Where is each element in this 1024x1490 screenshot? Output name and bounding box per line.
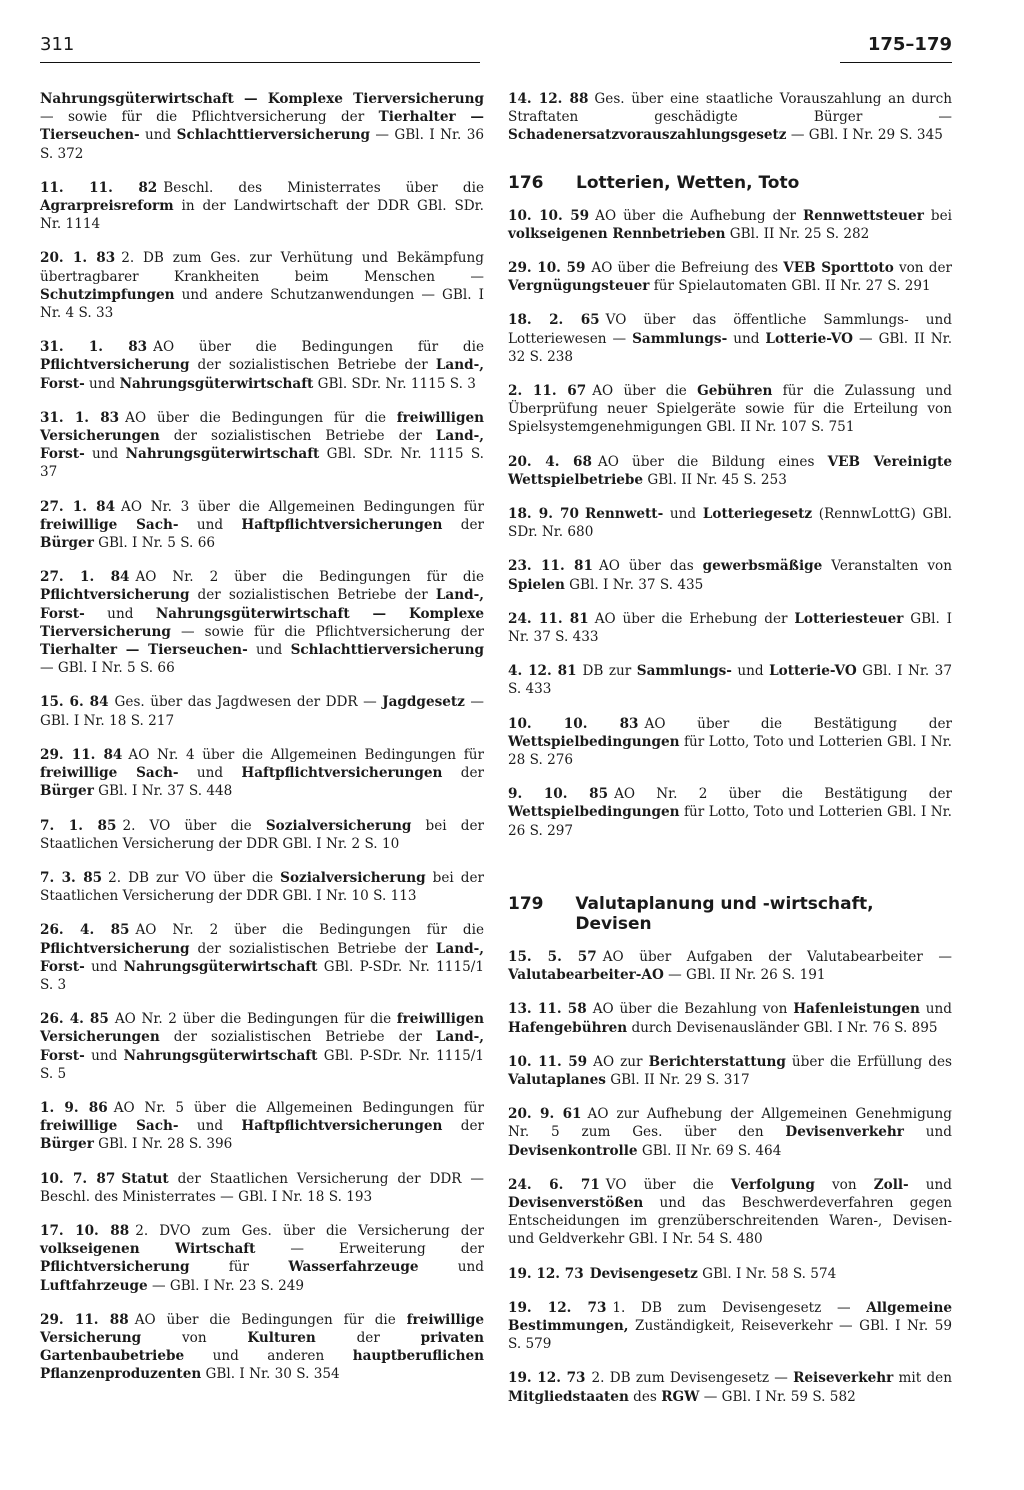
entry-text: 2. DB zur VO über die Sozialversicherung bei der Staatlichen Versicherung der DDR GBl. I Nr. 10 S. 113 (40, 869, 484, 905)
entry (508, 1053, 952, 1089)
entry (508, 1000, 952, 1036)
entry (40, 249, 484, 322)
entry-text: AO über die Bedingungen für die Pflichtversicherung der sozialistischen Betriebe der Land-, Forst- und Nahrungsgüterwirtschaft GBl. SDr. Nr. 1115 S. 3 (40, 339, 484, 392)
left-column (40, 90, 484, 1400)
entry-text: DB zur Sammlungs- und Lotterie-VO GBl. I Nr. 37 S. 433 (508, 663, 952, 698)
entry-date: 10. 11. 59 (508, 1053, 588, 1070)
entry-text: Ges. über das Jagdwesen der DDR — Jagdgesetz — GBl. I Nr. 18 S. 217 (40, 694, 484, 729)
entry-text: 2. VO über die Sozialversicherung bei der Staatlichen Versicherung der DDR GBl. I Nr. 2 S. 10 (40, 817, 485, 852)
section-176-entry-list (508, 207, 952, 840)
entry (40, 693, 484, 729)
entry-date: 19. 12. 73 (508, 1370, 586, 1387)
entry-text: Ges. über eine staatliche Vorauszahlung an durch Straftaten geschädigte Bürger — Schadenersatzvorauszahlungsgesetz — GBl. I Nr. 29 S. 345 (508, 91, 953, 144)
entry-date: 13. 11. 58 (508, 1001, 587, 1018)
section-heading-179 (508, 894, 952, 934)
entry-date: 23. 11. 81 (508, 558, 593, 575)
entry-text: AO Nr. 2 über die Bedingungen für die Pflichtversicherung der sozialistischen Betriebe der Land-, Forst- und Nahrungsgüterwirtschaft — Komplexe Tierversicherung — sowie für die Pflichtversicherung der Tierhalter — Tierseuchen- und Schlachttierversicherung — GBl. I Nr. 5 S. 66 (40, 569, 484, 677)
entry-date: 26. 4. 85 (40, 1011, 109, 1028)
entry-date: 20. 4. 68 (508, 453, 592, 470)
entry-date: 14. 12. 88 (508, 91, 589, 107)
entry-date: 26. 4. 85 (40, 922, 130, 939)
entry-date: 10. 10. 59 (508, 207, 590, 224)
entry (40, 1170, 484, 1206)
entry (40, 1222, 484, 1295)
entry-date: 17. 10. 88 (40, 1222, 130, 1239)
entry-date: 18. 2. 65 (508, 312, 600, 329)
entry-date: 10. 7. 87 (40, 1170, 116, 1187)
entry (40, 90, 484, 163)
entry-text: AO über die Bezahlung von Hafenleistungen und Hafengebühren durch Devisenausländer GBl. I Nr. 76 S. 895 (508, 1001, 952, 1036)
entry-date: 18. 9. 70 (508, 506, 579, 523)
entry (508, 1105, 952, 1160)
entry-date: 27. 1. 84 (40, 569, 130, 586)
section-179-entry-list (508, 948, 952, 1406)
header-rule-left (40, 62, 480, 63)
entry-text: Beschl. des Ministerrates über die Agrarpreisreform in der Landwirtschaft der DDR GBl. SDr. Nr. 1114 (40, 179, 484, 233)
entry-date: 9. 10. 85 (508, 786, 609, 803)
entry-text: AO Nr. 2 über die Bestätigung der Wettspielbedingungen für Lotto, Toto und Lotterien GBl. I Nr. 26 S. 297 (508, 786, 952, 839)
entry-date: 19. 12. 73 (508, 1265, 584, 1282)
entry-text: AO zur Berichterstattung über die Erfüllung des Valutaplanes GBl. II Nr. 29 S. 317 (508, 1053, 952, 1088)
entry (508, 90, 952, 145)
entry (40, 817, 484, 853)
entry (508, 1176, 952, 1249)
entry (40, 498, 484, 553)
entry-text: VO über das öffentliche Sammlungs- und Lotteriewesen — Sammlungs- und Lotterie-VO — GBl. II Nr. 32 S. 238 (508, 312, 953, 365)
entry-date: 7. 1. 85 (40, 817, 117, 834)
entry-text: 2. DB zum Devisengesetz — Reiseverkehr mit den Mitgliedstaaten des RGW — GBl. I Nr. 59 S. 582 (508, 1370, 952, 1405)
entry-text: AO über die Erhebung der Lotteriesteuer GBl. I Nr. 37 S. 433 (508, 610, 952, 646)
entry-text: AO über die Aufhebung der Rennwettsteuer bei volkseigenen Rennbetrieben GBl. II Nr. 25 S. 282 (508, 207, 952, 242)
entry (40, 869, 484, 905)
entry-text: Rennwett- und Lotteriegesetz (RennwLottG) GBl. SDr. Nr. 680 (508, 506, 952, 541)
entry-text: AO Nr. 2 über die Bedingungen für die Pflichtversicherung der sozialistischen Betriebe der Land-, Forst- und Nahrungsgüterwirtschaft GBl. P-SDr. Nr. 1115/1 S. 3 (40, 922, 484, 993)
entry-date: 29. 11. 84 (40, 746, 123, 763)
entry-date: 20. 9. 61 (508, 1106, 582, 1123)
entry-text: AO Nr. 2 über die Bedingungen für die freiwilligen Versicherungen der sozialistischen Betriebe der Land-, Forst- und Nahrungsgüterwirtschaft GBl. P-SDr. Nr. 1115/1 S. 5 (40, 1011, 484, 1082)
entry-date: 27. 1. 84 (40, 498, 116, 515)
section-range: 175–179 (867, 34, 952, 55)
entry (40, 409, 484, 482)
right-top-entry-list (508, 90, 952, 145)
header-rule-right (840, 62, 952, 63)
page-number: 311 (40, 34, 75, 55)
entry-text: AO Nr. 5 über die Allgemeinen Bedingungen für freiwillige Sach- und Haftpflichtversicherungen der Bürger GBl. I Nr. 28 S. 396 (40, 1099, 484, 1153)
entry-date: 31. 1. 83 (40, 409, 120, 426)
entry-text: AO über die Bedingungen für die freiwillige Versicherung von Kulturen der privaten Gartenbaubetriebe und anderen hauptberuflichen Pflanzenproduzenten GBl. I Nr. 30 S. 354 (40, 1311, 485, 1383)
entry (508, 785, 952, 840)
entry-date: 19. 12. 73 (508, 1299, 607, 1316)
entry-text: AO über die Bestätigung der Wettspielbedingungen für Lotto, Toto und Lotterien GBl. I Nr. 28 S. 276 (508, 715, 953, 769)
entry (40, 746, 484, 801)
entry-text: Nahrungsgüterwirtschaft — Komplexe Tierversicherung — sowie für die Pflichtversicherung der Tierhalter — Tierseuchen- und Schlachttierversicherung — GBl. I Nr. 36 S. 372 (40, 91, 484, 162)
entry-text: AO über das gewerbsmäßige Veranstalten von Spielen GBl. I Nr. 37 S. 435 (508, 558, 952, 593)
entry-text: AO über die Bildung eines VEB Vereinigte Wettspielbetriebe GBl. II Nr. 45 S. 253 (508, 453, 952, 488)
entry-date: 10. 10. 83 (508, 715, 639, 732)
entry-date: 7. 3. 85 (40, 869, 103, 886)
entry-text: AO Nr. 3 über die Allgemeinen Bedingungen für freiwillige Sach- und Haftpflichtversicherungen der Bürger GBl. I Nr. 5 S. 66 (40, 498, 484, 552)
entry (508, 453, 952, 489)
entry-text: 2. DVO zum Ges. über die Versicherung der volkseigenen Wirtschaft — Erweiterung der Pflichtversicherung für Wasserfahrzeuge und Luftfahrzeuge — GBl. I Nr. 23 S. 249 (40, 1222, 484, 1294)
entry-date: 24. 6. 71 (508, 1176, 600, 1193)
entry-text: AO über Aufgaben der Valutabearbeiter — Valutabearbeiter-AO — GBl. II Nr. 26 S. 191 (508, 948, 952, 984)
entry-text: VO über die Verfolgung von Zoll- und Devisenverstößen und das Beschwerdeverfahren gegen Entscheidungen im grenzüberschreitenden Waren-, Devisen- und Geldverkehr GBl. I Nr. 54 S. 480 (508, 1176, 952, 1248)
right-column (508, 90, 952, 1422)
entry (40, 338, 484, 393)
entry-text: 1. DB zum Devisengesetz — Allgemeine Bestimmungen, Zuständigkeit, Reiseverkehr — GBl. I Nr. 59 S. 579 (508, 1299, 952, 1353)
section-number: 176 (508, 172, 544, 193)
section-title: Lotterien, Wetten, Toto (576, 172, 800, 193)
entry (508, 382, 952, 437)
entry (508, 1265, 952, 1283)
entry (508, 259, 952, 295)
entry-date: 11. 11. 82 (40, 179, 158, 196)
entry (40, 568, 484, 677)
entry-date: 29. 11. 88 (40, 1311, 129, 1328)
entry-date: 24. 11. 81 (508, 610, 589, 627)
entry (40, 1010, 484, 1083)
entry-date: 20. 1. 83 (40, 250, 116, 267)
entry-text: 2. DB zum Ges. zur Verhütung und Bekämpfung übertragbarer Krankheiten beim Menschen — Schutzimpfungen und andere Schutzanwendungen — GBl. I Nr. 4 S. 33 (40, 250, 484, 322)
entry (508, 1369, 952, 1405)
entry-text: Statut der Staatlichen Versicherung der DDR — Beschl. des Ministerrates — GBl. I Nr. 18 S. 193 (40, 1170, 484, 1205)
left-entry-list (40, 90, 484, 1384)
entry-text: AO über die Bedingungen für die freiwilligen Versicherungen der sozialistischen Betriebe der Land-, Forst- und Nahrungsgüterwirtschaft GBl. SDr. Nr. 1115 S. 37 (40, 409, 484, 481)
entry (508, 311, 952, 366)
entry-text: AO zur Aufhebung der Allgemeinen Genehmigung Nr. 5 zum Ges. über den Devisenverkehr und Devisenkontrolle GBl. II Nr. 69 S. 464 (508, 1106, 952, 1159)
entry-text: Devisengesetz GBl. I Nr. 58 S. 574 (589, 1265, 837, 1282)
entry-date: 4. 12. 81 (508, 663, 577, 680)
entry-date: 31. 1. 83 (40, 339, 148, 356)
entry-text: AO Nr. 4 über die Allgemeinen Bedingungen für freiwillige Sach- und Haftpflichtversicherungen der Bürger GBl. I Nr. 37 S. 448 (40, 746, 485, 800)
entry-date: 29. 10. 59 (508, 260, 586, 277)
entry (508, 557, 952, 593)
entry (40, 1099, 484, 1154)
entry (40, 179, 484, 234)
entry-text: AO über die Befreiung des VEB Sporttoto von der Vergnügungsteuer für Spielautomaten GBl. II Nr. 27 S. 291 (508, 260, 952, 295)
entry-date: 15. 5. 57 (508, 948, 597, 965)
entry (508, 715, 952, 770)
entry (508, 207, 952, 243)
entry (508, 1299, 952, 1354)
entry (508, 662, 952, 698)
section-title: Valutaplanung und -wirtschaft, Devisen (575, 893, 874, 934)
entry-text: AO über die Gebühren für die Zulassung und Überprüfung neuer Spielgeräte sowie für die Erteilung von Spielsystemgenehmigungen GBl. II Nr. 107 S. 751 (508, 383, 952, 436)
entry-date: 15. 6. 84 (40, 694, 109, 711)
entry (508, 948, 952, 984)
entry (508, 610, 952, 646)
entry-date: 1. 9. 86 (40, 1099, 108, 1116)
entry (40, 1311, 484, 1384)
entry (508, 505, 952, 541)
section-number: 179 (508, 893, 544, 914)
entry-date: 2. 11. 67 (508, 383, 587, 400)
entry (40, 921, 484, 994)
section-heading-176 (508, 173, 952, 193)
